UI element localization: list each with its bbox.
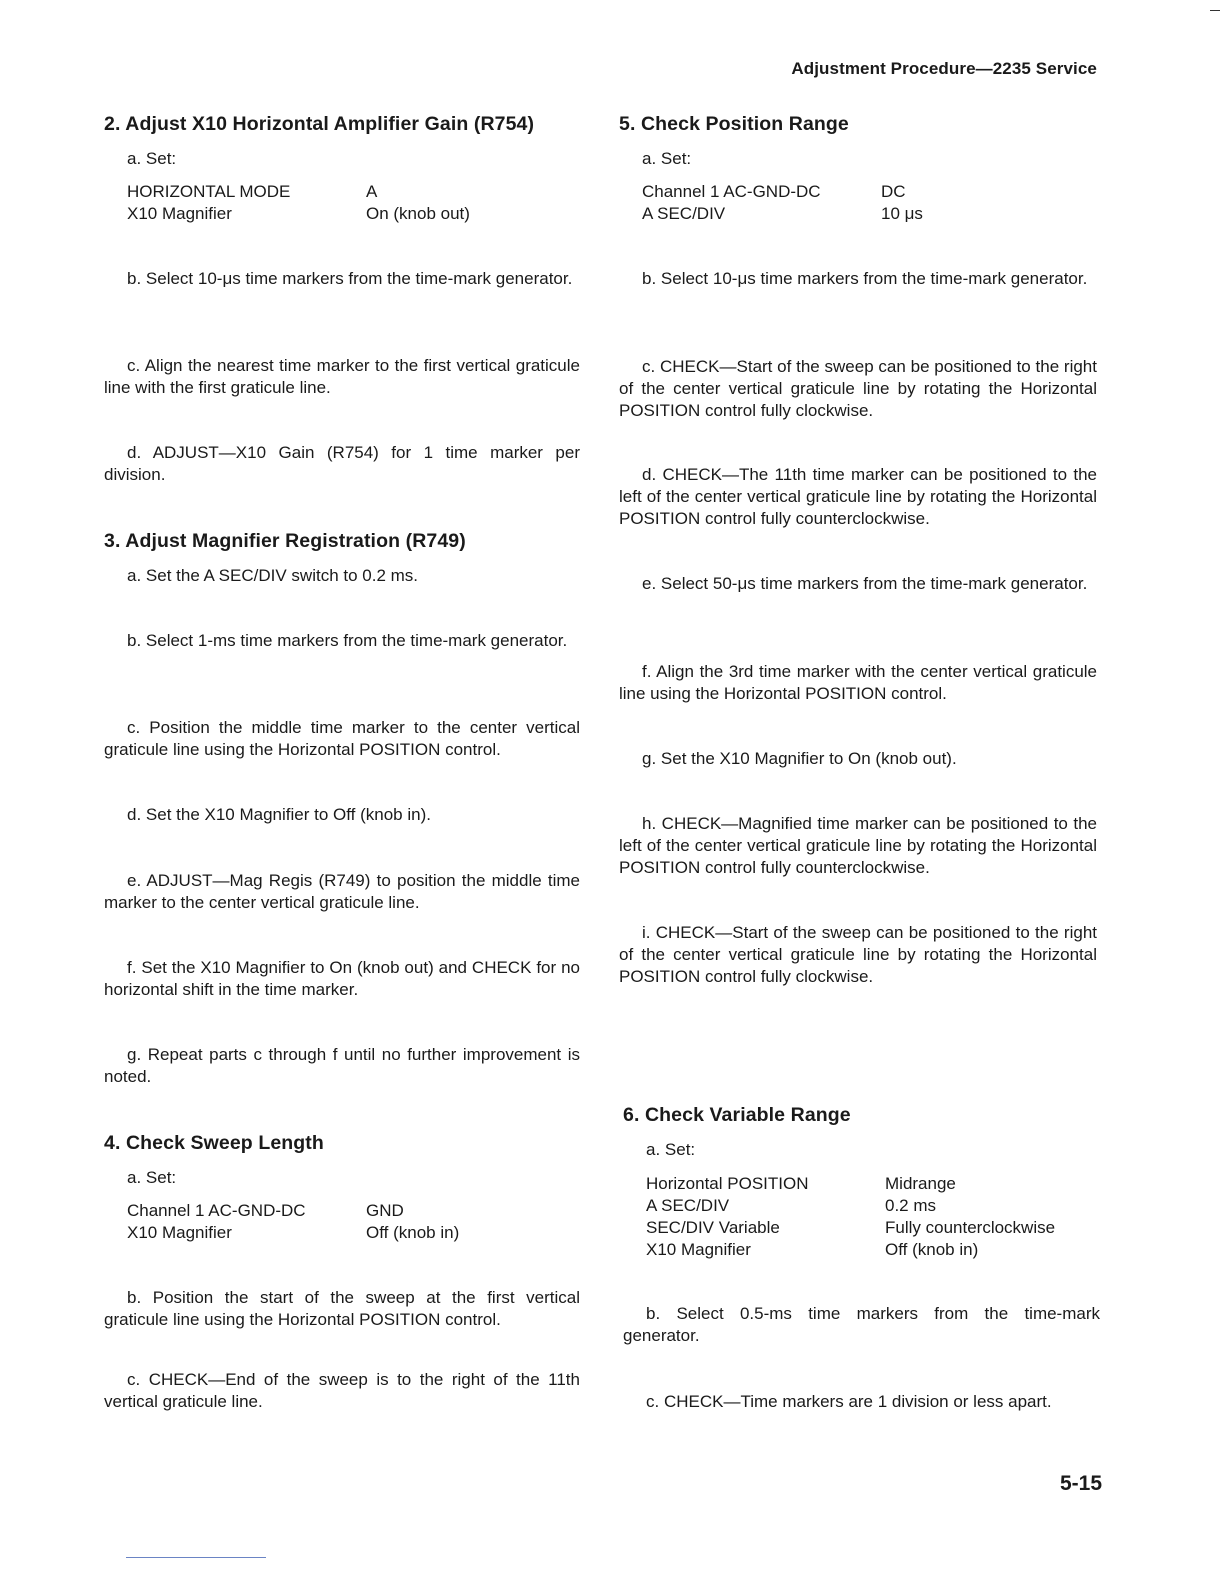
step5-g: [619, 748, 1097, 770]
step6-settings: [623, 1173, 1100, 1261]
step6-b: [623, 1303, 1100, 1347]
setting-value: DC: [881, 182, 906, 201]
step5-h-text: h. CHECK—Magnified time marker can be positioned to the left of the center vertical graticule line by rotating the Horizontal POSITION control fully counterclockwise.: [619, 814, 1097, 877]
settings-row: [127, 203, 470, 225]
step2-c-text: c. Align the nearest time marker to the first vertical graticule line with the first graticule line.: [104, 356, 580, 397]
step2-a-label: a. Set:: [127, 149, 177, 168]
step2-settings: [104, 181, 580, 225]
step5-g-text: g. Set the X10 Magnifier to On (knob out).: [642, 749, 957, 768]
step2-c: [104, 355, 580, 399]
step5-b-text: b. Select 10-μs time markers from the time-mark generator.: [642, 269, 1088, 288]
settings-table: [646, 1173, 1055, 1261]
setting-value: 10 μs: [881, 204, 923, 223]
setting-value: A: [366, 182, 378, 201]
step2-heading: 2. Adjust X10 Horizontal Amplifier Gain (R754): [104, 113, 535, 135]
step5-e-text: e. Select 50-μs time markers from the time-mark generator.: [642, 574, 1088, 593]
step3-d-text: d. Set the X10 Magnifier to Off (knob in).: [127, 805, 431, 824]
setting-value: On (knob out): [366, 204, 470, 223]
step3-d: [104, 804, 580, 826]
step3-g-text: g. Repeat parts c through f until no further improvement is noted.: [104, 1045, 580, 1086]
step2-d-text: d. ADJUST—X10 Gain (R754) for 1 time marker per division.: [104, 443, 580, 484]
setting-control: X10 Magnifier: [127, 1223, 232, 1242]
settings-row: [646, 1173, 1055, 1195]
setting-control: A SEC/DIV: [646, 1196, 730, 1215]
step3-f-text: f. Set the X10 Magnifier to On (knob out) and CHECK for no horizontal shift in the time marker.: [104, 958, 580, 999]
settings-row: [127, 181, 470, 203]
setting-value: Off (knob in): [885, 1240, 979, 1259]
setting-value: GND: [366, 1201, 404, 1220]
step2-b-text: b. Select 10-μs time markers from the time-mark generator.: [127, 269, 573, 288]
step5-i: [619, 922, 1097, 988]
step4-settings: [104, 1200, 580, 1244]
page-number: 5-15: [1059, 1472, 1102, 1495]
setting-value: Off (knob in): [366, 1223, 460, 1242]
step3-a-text: a. Set the A SEC/DIV switch to 0.2 ms.: [127, 566, 419, 585]
step5-h: [619, 813, 1097, 879]
settings-row: [642, 181, 923, 203]
step4-c: [104, 1369, 580, 1413]
step6-b-text: b. Select 0.5-ms time markers from the time-mark generator.: [623, 1304, 1100, 1345]
setting-control: Horizontal POSITION: [646, 1174, 809, 1193]
step3-e: [104, 870, 580, 914]
step3-f: [104, 957, 580, 1001]
step3-c: [104, 717, 580, 761]
step3-b: [104, 630, 580, 652]
step5-d-text: d. CHECK—The 11th time marker can be positioned to the left of the center vertical graticule line by rotating the Horizontal POSITION control fully counterclockwise.: [619, 465, 1097, 528]
settings-row: [646, 1195, 1055, 1217]
step3-e-text: e. ADJUST—Mag Regis (R749) to position the middle time marker to the center vertical graticule line.: [104, 871, 580, 912]
step5-c: [619, 356, 1097, 422]
step5-heading: 5. Check Position Range: [619, 113, 849, 135]
setting-control: X10 Magnifier: [127, 204, 232, 223]
step4-b: [104, 1287, 580, 1331]
step4-b-text: b. Position the start of the sweep at the first vertical graticule line using the Horizontal POSITION control.: [104, 1288, 580, 1329]
settings-table: [127, 1200, 459, 1244]
setting-value: Fully counterclockwise: [885, 1218, 1056, 1237]
step5-i-text: i. CHECK—Start of the sweep can be positioned to the right of the center vertical graticule line by rotating the Horizontal POSITION control fully clockwise.: [619, 923, 1097, 986]
setting-value: 0.2 ms: [885, 1196, 937, 1215]
step5-b: [619, 268, 1097, 290]
page-header: Adjustment Procedure—2235 Service: [791, 59, 1097, 78]
step3-b-text: b. Select 1-ms time markers from the time-mark generator.: [127, 631, 568, 650]
step4-c-text: c. CHECK—End of the sweep is to the right of the 11th vertical graticule line.: [104, 1370, 580, 1411]
settings-row: [642, 203, 923, 225]
setting-control: A SEC/DIV: [642, 204, 726, 223]
step5-f: [619, 661, 1097, 705]
footer-rule: [126, 1557, 266, 1558]
step5-d: [619, 464, 1097, 530]
setting-control: SEC/DIV Variable: [646, 1218, 780, 1237]
settings-row: [646, 1217, 1055, 1239]
setting-control: Channel 1 AC-GND-DC: [127, 1201, 306, 1220]
step6-c-text: c. CHECK—Time markers are 1 division or less apart.: [646, 1392, 1052, 1411]
settings-row: [646, 1239, 1055, 1261]
settings-row: [127, 1222, 459, 1244]
setting-control: X10 Magnifier: [646, 1240, 751, 1259]
step5-a-label: a. Set:: [642, 149, 692, 168]
corner-mark: [1210, 10, 1220, 11]
step5-settings: [619, 181, 1097, 225]
settings-row: [127, 1200, 459, 1222]
step4-a-label: a. Set:: [127, 1168, 177, 1187]
step5-c-text: c. CHECK—Start of the sweep can be positioned to the right of the center vertical graticule line by rotating the Horizontal POSITION control fully clockwise.: [619, 357, 1097, 420]
step3-heading: 3. Adjust Magnifier Registration (R749): [104, 530, 466, 552]
setting-value: Midrange: [885, 1174, 956, 1193]
step2-b: [104, 268, 580, 290]
step6-heading: 6. Check Variable Range: [623, 1104, 851, 1126]
settings-table: [642, 181, 923, 225]
setting-control: HORIZONTAL MODE: [127, 182, 291, 201]
step6-c: [623, 1391, 1100, 1413]
settings-table: [127, 181, 470, 225]
setting-control: Channel 1 AC-GND-DC: [642, 182, 821, 201]
step5-e: [619, 573, 1097, 595]
step6-a-label: a. Set:: [646, 1140, 696, 1159]
step3-a: [104, 565, 580, 587]
step2-d: [104, 442, 580, 486]
step3-g: [104, 1044, 580, 1088]
step4-heading: 4. Check Sweep Length: [104, 1132, 324, 1154]
step3-c-text: c. Position the middle time marker to the center vertical graticule line using the Horizontal POSITION control.: [104, 718, 580, 759]
step5-f-text: f. Align the 3rd time marker with the center vertical graticule line using the Horizontal POSITION control.: [619, 662, 1097, 703]
